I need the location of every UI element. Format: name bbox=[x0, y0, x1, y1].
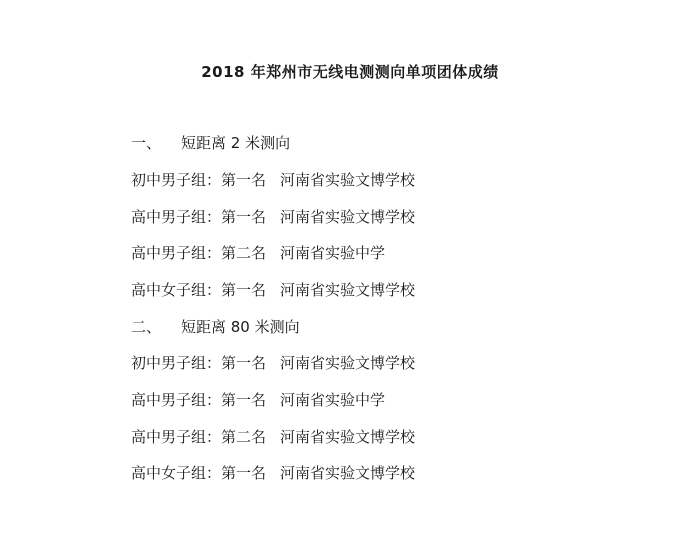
entry-group: 高中男子组： bbox=[131, 208, 222, 226]
entry-group: 高中男子组： bbox=[131, 244, 222, 262]
entry-school: 河南省实验中学 bbox=[280, 244, 386, 262]
entry-group: 初中男子组： bbox=[131, 354, 222, 372]
section-heading-1 bbox=[131, 132, 290, 153]
entry-group: 高中女子组： bbox=[131, 281, 222, 299]
result-entry bbox=[131, 462, 415, 483]
entry-rank: 第二名 bbox=[221, 244, 267, 262]
entry-rank: 第一名 bbox=[221, 391, 267, 409]
entry-group: 高中女子组： bbox=[131, 464, 222, 482]
entry-school: 河南省实验文博学校 bbox=[280, 464, 416, 482]
result-entry bbox=[131, 279, 415, 300]
section-title: 短距离 2 米测向 bbox=[181, 134, 291, 152]
section-title: 短距离 80 米测向 bbox=[181, 318, 300, 336]
entry-rank: 第一名 bbox=[221, 464, 267, 482]
entry-group: 高中男子组： bbox=[131, 391, 222, 409]
result-entry bbox=[131, 206, 415, 227]
section-number: 一、 bbox=[131, 134, 162, 152]
section-heading-2 bbox=[131, 316, 300, 337]
entry-rank: 第一名 bbox=[221, 208, 267, 226]
result-entry bbox=[131, 242, 385, 263]
document-title: 2018 年郑州市无线电测测向单项团体成绩 bbox=[201, 63, 499, 81]
entry-rank: 第一名 bbox=[221, 281, 267, 299]
result-entry bbox=[131, 352, 415, 373]
entry-rank: 第一名 bbox=[221, 354, 267, 372]
result-entry bbox=[131, 426, 415, 447]
entry-group: 高中男子组： bbox=[131, 428, 222, 446]
entry-school: 河南省实验文博学校 bbox=[280, 354, 416, 372]
result-entry bbox=[131, 389, 385, 410]
entry-rank: 第二名 bbox=[221, 428, 267, 446]
entry-school: 河南省实验文博学校 bbox=[280, 171, 416, 189]
section-number: 二、 bbox=[131, 318, 162, 336]
entry-rank: 第一名 bbox=[221, 171, 267, 189]
entry-school: 河南省实验文博学校 bbox=[280, 208, 416, 226]
entry-group: 初中男子组： bbox=[131, 171, 222, 189]
entry-school: 河南省实验中学 bbox=[280, 391, 386, 409]
entry-school: 河南省实验文博学校 bbox=[280, 428, 416, 446]
entry-school: 河南省实验文博学校 bbox=[280, 281, 416, 299]
result-entry bbox=[131, 169, 415, 190]
